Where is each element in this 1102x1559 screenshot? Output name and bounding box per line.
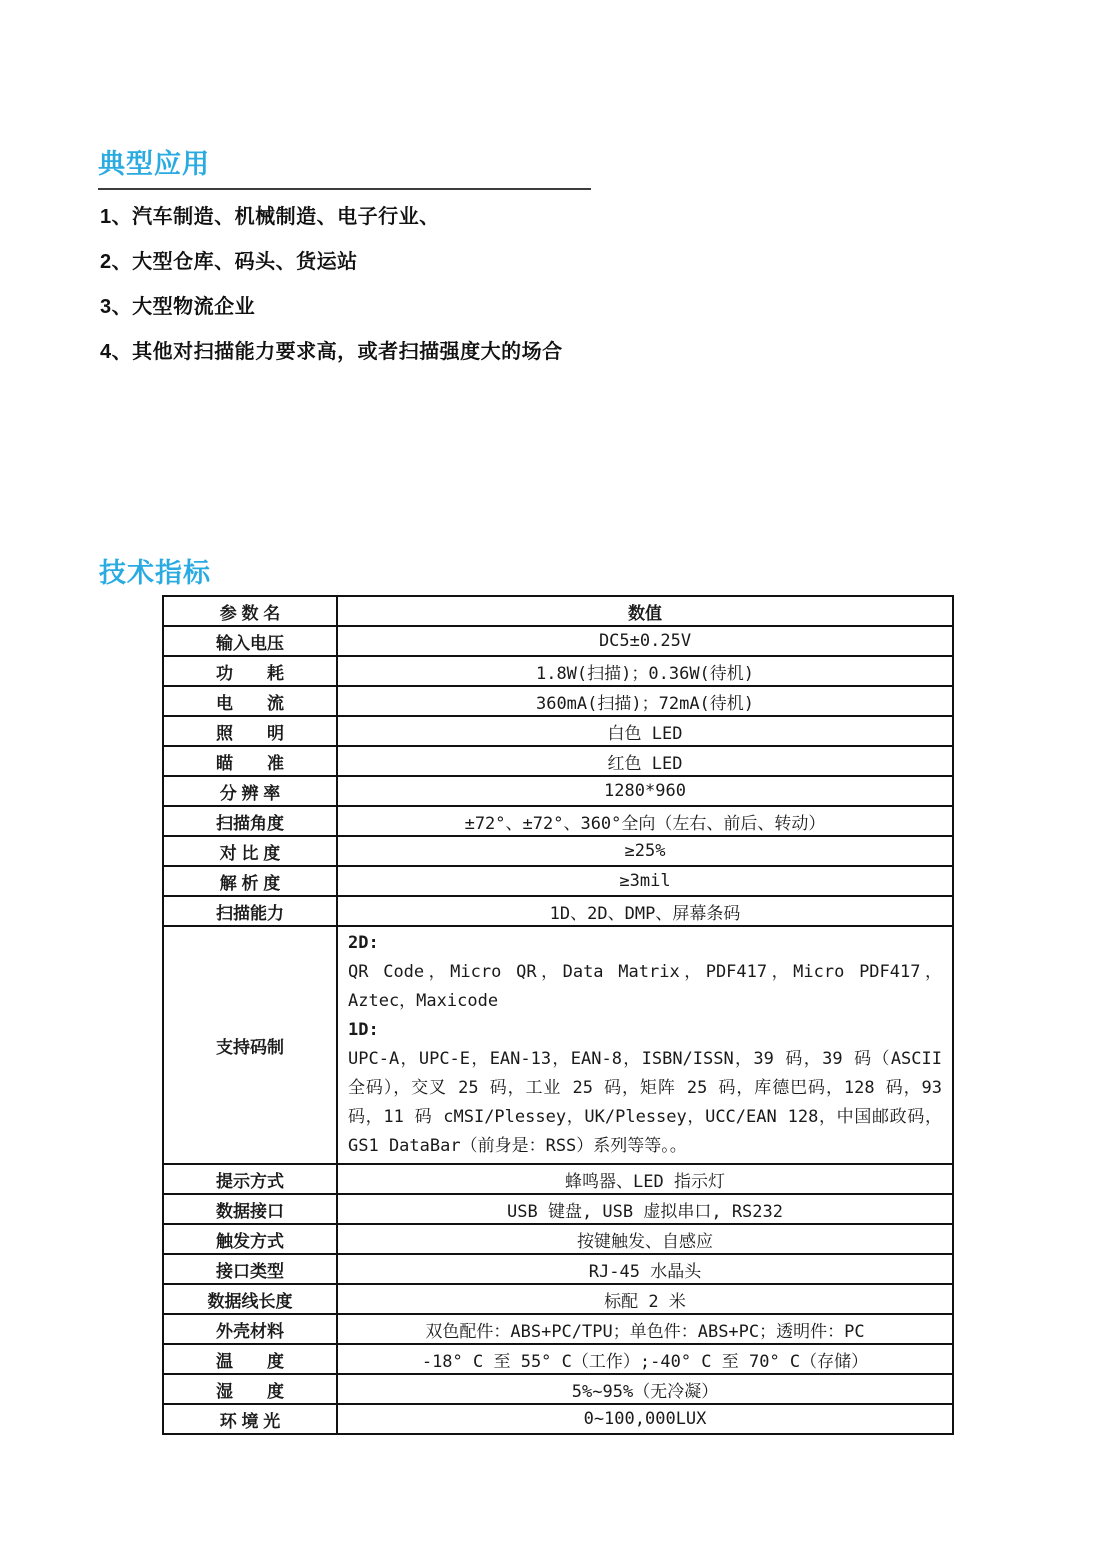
row-value: 标配 2 米: [337, 1284, 953, 1314]
row-label: 数据线长度: [163, 1284, 337, 1314]
row-label: 温 度: [163, 1344, 337, 1374]
table-row-decode-resolution: [163, 866, 953, 896]
row-label: 数据接口: [163, 1194, 337, 1224]
row-label: 照 明: [163, 716, 337, 746]
table-row-ambient-light: [163, 1404, 953, 1434]
table-row-aiming: [163, 746, 953, 776]
row-value: 0~100,000LUX: [337, 1404, 953, 1434]
list-item: 1、汽车制造、机械制造、电子行业、: [100, 206, 440, 228]
table-row-data-interface: [163, 1194, 953, 1224]
table-row-resolution: [163, 776, 953, 806]
table-row-humidity: [163, 1374, 953, 1404]
section-title-tech-specs: 技术指标: [99, 558, 211, 588]
row-label: 环 境 光: [163, 1404, 337, 1434]
row-value: 1D、2D、DMP、屏幕条码: [337, 896, 953, 926]
title-underline: [98, 188, 591, 190]
value-header: 数值: [337, 596, 953, 626]
row-label: 外壳材料: [163, 1314, 337, 1344]
param-name-header: 参 数 名: [163, 596, 337, 626]
list-item: 4、其他对扫描能力要求高，或者扫描强度大的场合: [100, 341, 563, 363]
row-value: 1.8W(扫描)；0.36W(待机): [337, 656, 953, 686]
table-row-connector-type: [163, 1254, 953, 1284]
row-value: 5%~95%（无冷凝）: [337, 1374, 953, 1404]
table-row-scan-capability: [163, 896, 953, 926]
row-value: RJ-45 水晶头: [337, 1254, 953, 1284]
typical-applications-list: [100, 206, 1000, 386]
row-value: 按键触发、自感应: [337, 1224, 953, 1254]
row-value: 白色 LED: [337, 716, 953, 746]
row-label: 对 比 度: [163, 836, 337, 866]
row-value: 蜂鸣器、LED 指示灯: [337, 1164, 953, 1194]
row-value: DC5±0.25V: [337, 626, 953, 656]
symbology-1d-heading: 1D:: [348, 1020, 379, 1040]
row-value: 1280*960: [337, 776, 953, 806]
row-label: 扫描能力: [163, 896, 337, 926]
symbology-2d-list: QR Code，Micro QR，Data Matrix，PDF417，Micro PDF417， Aztec，Maxicode: [348, 962, 942, 1011]
table-row-illumination: [163, 716, 953, 746]
row-value: ≥3mil: [337, 866, 953, 896]
row-label: 功 耗: [163, 656, 337, 686]
symbology-1d-list: UPC-A，UPC-E，EAN-13，EAN-8，ISBN/ISSN，39 码，39 码（ASCII 全码），交叉 25 码，工业 25 码，矩阵 25 码，库德巴码，128 码，93 码，11 码 cMSI/Plessey，UK/Plessey，UCC/EAN 128，中国邮政码，GS1 DataBar（前身是：RSS）系列等等。。: [348, 1049, 942, 1156]
table-row-temperature: [163, 1344, 953, 1374]
table-row-input-voltage: [163, 626, 953, 656]
row-label: 扫描角度: [163, 806, 337, 836]
row-label: 解 析 度: [163, 866, 337, 896]
symbology-2d-heading: 2D:: [348, 933, 379, 953]
row-value: 360mA(扫描)；72mA(待机): [337, 686, 953, 716]
row-label: 提示方式: [163, 1164, 337, 1194]
table-row-scan-angle: [163, 806, 953, 836]
table-row-cable-length: [163, 1284, 953, 1314]
row-value: USB 键盘, USB 虚拟串口, RS232: [337, 1194, 953, 1224]
list-item: 3、大型物流企业: [100, 296, 256, 318]
table-row-supported-symbologies: [163, 926, 953, 1164]
table-row-power-consumption: [163, 656, 953, 686]
table-row-current: [163, 686, 953, 716]
table-row-trigger-mode: [163, 1224, 953, 1254]
row-label: 触发方式: [163, 1224, 337, 1254]
row-value: ±72°、±72°、360°全向（左右、前后、转动）: [337, 806, 953, 836]
row-value: 红色 LED: [337, 746, 953, 776]
table-row-housing-material: [163, 1314, 953, 1344]
row-label: 输入电压: [163, 626, 337, 656]
section-title-typical-applications: 典型应用: [98, 149, 210, 179]
row-label: 瞄 准: [163, 746, 337, 776]
table-header-row: [163, 596, 953, 626]
row-label: 接口类型: [163, 1254, 337, 1284]
row-label: 支持码制: [163, 926, 337, 1164]
specs-table: [162, 595, 954, 1435]
table-row-prompt-mode: [163, 1164, 953, 1194]
row-value: ≥25%: [337, 836, 953, 866]
symbologies-cell: [337, 926, 953, 1164]
row-label: 电 流: [163, 686, 337, 716]
table-row-contrast: [163, 836, 953, 866]
row-value: 双色配件：ABS+PC/TPU；单色件：ABS+PC；透明件：PC: [337, 1314, 953, 1344]
list-item: 2、大型仓库、码头、货运站: [100, 251, 358, 273]
row-label: 分 辨 率: [163, 776, 337, 806]
row-value: -18° C 至 55° C（工作）;-40° C 至 70° C（存储）: [337, 1344, 953, 1374]
row-label: 湿 度: [163, 1374, 337, 1404]
